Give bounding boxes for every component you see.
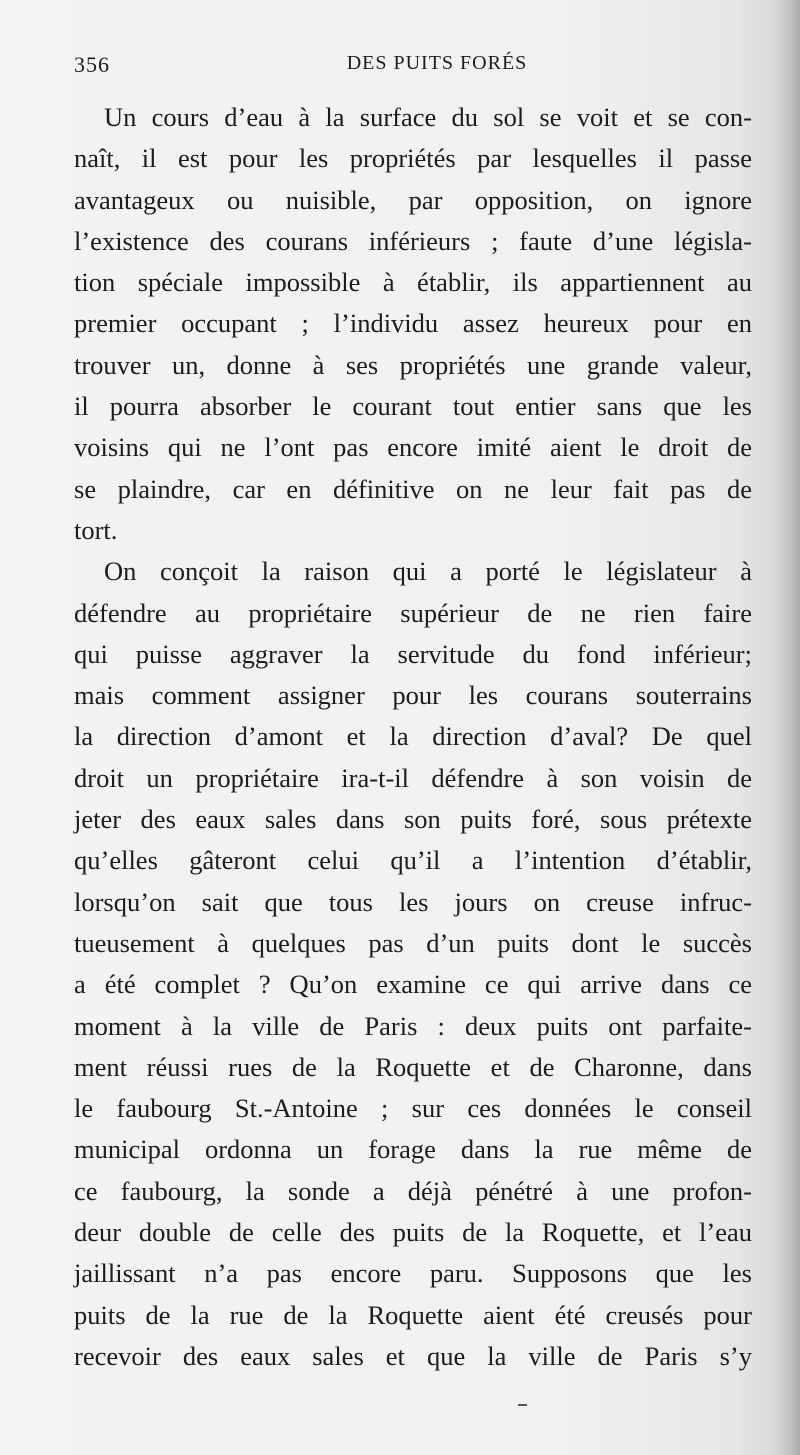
text-line: a été complet ? Qu’on examine ce qui arrive dans ce bbox=[74, 969, 752, 1000]
footer-mark bbox=[518, 1404, 527, 1406]
text-line: voisins qui ne l’ont pas encore imité aient le droit de bbox=[74, 432, 752, 463]
text-line: Un cours d’eau à la surface du sol se voit et se con- bbox=[104, 102, 752, 132]
text-line: le faubourg St.-Antoine ; sur ces données le conseil bbox=[74, 1093, 752, 1124]
text-line: se plaindre, car en définitive on ne leur fait pas de bbox=[74, 473, 752, 504]
text-line: l’existence des courans inférieurs ; faute d’une législa- bbox=[74, 225, 752, 256]
text-line: ce faubourg, la sonde a déjà pénétré à une profon- bbox=[74, 1175, 752, 1206]
text-line: moment à la ville de Paris : deux puits ont parfaite- bbox=[74, 1010, 752, 1041]
text-line: mais comment assigner pour les courans souterrains bbox=[74, 680, 752, 711]
text-line: qui puisse aggraver la servitude du fond inférieur; bbox=[74, 638, 752, 669]
text-line: municipal ordonna un forage dans la rue même de bbox=[74, 1134, 752, 1165]
text-line: droit un propriétaire ira-t-il défendre à son voisin de bbox=[74, 762, 752, 793]
text-line: On conçoit la raison qui a porté le législateur à bbox=[104, 556, 752, 587]
text-line: tueusement à quelques pas d’un puits dont le succès bbox=[74, 927, 752, 958]
text-line: deur double de celle des puits de la Roquette, et l’eau bbox=[74, 1217, 752, 1248]
text-line: jaillissant n’a pas encore paru. Supposons que les bbox=[74, 1258, 752, 1289]
text-line: naît, il est pour les propriétés par lesquelles il passe bbox=[74, 143, 752, 174]
text-line: tort. bbox=[74, 514, 118, 545]
text-line: ment réussi rues de la Roquette et de Charonne, dans bbox=[74, 1051, 752, 1082]
page-number: 356 bbox=[74, 52, 110, 77]
text-line: avantageux ou nuisible, par opposition, on ignore bbox=[74, 184, 752, 215]
text-line: recevoir des eaux sales et que la ville de Paris s’y bbox=[74, 1340, 752, 1371]
text-line: trouver un, donne à ses propriétés une grande valeur, bbox=[74, 349, 752, 380]
text-line: puits de la rue de la Roquette aient été creusés pour bbox=[74, 1299, 752, 1330]
page-edge-shadow bbox=[772, 0, 800, 1455]
text-line: qu’elles gâteront celui qu’il a l’intention d’établir, bbox=[74, 845, 752, 876]
text-line: lorsqu’on sait que tous les jours on creuse infruc- bbox=[74, 886, 752, 917]
text-line: la direction d’amont et la direction d’aval? De quel bbox=[74, 721, 752, 752]
paragraph-2 bbox=[74, 551, 752, 1377]
text-line: tion spéciale impossible à établir, ils appartiennent au bbox=[74, 267, 752, 298]
text-line: premier occupant ; l’individu assez heureux pour en bbox=[74, 308, 752, 339]
text-line: il pourra absorber le courant tout entier sans que les bbox=[74, 391, 752, 422]
running-head bbox=[74, 52, 750, 82]
text-line: jeter des eaux sales dans son puits foré, sous prétexte bbox=[74, 804, 752, 835]
paragraph-1 bbox=[74, 97, 752, 551]
text-line: défendre au propriétaire supérieur de ne rien faire bbox=[74, 597, 752, 628]
running-title: DES PUITS FORÉS bbox=[346, 52, 528, 74]
body-text bbox=[74, 97, 752, 1377]
